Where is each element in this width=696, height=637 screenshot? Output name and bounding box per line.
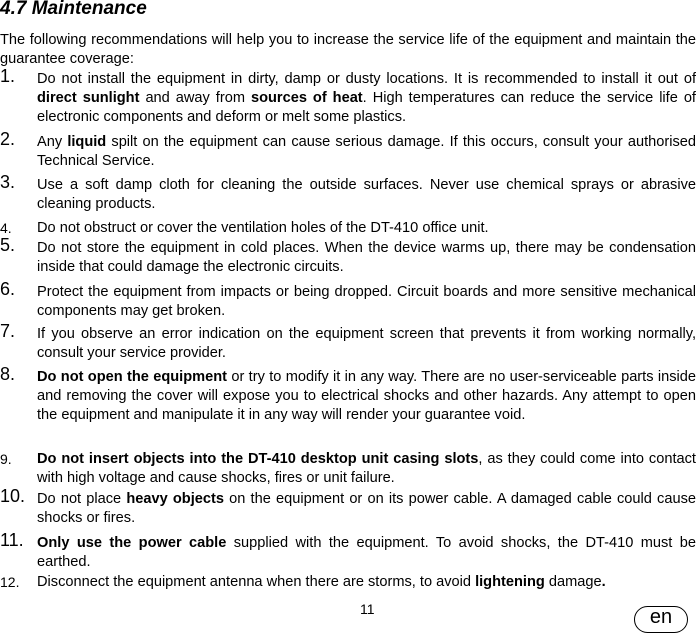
body-text: . High temperatures can reduce the service life of electronic components and deform or melt some plastics.	[37, 90, 696, 125]
body-text: on the equipment or on its power cable. A damaged cable could cause shocks or fires.	[37, 491, 696, 526]
body-text: Use a soft damp cloth for cleaning the outside surfaces. Never use chemical sprays or abrasive cleaning products.	[37, 177, 696, 212]
emphasis-text: .	[601, 574, 606, 590]
list-item-number: 5.	[0, 235, 16, 255]
emphasis-text: Do not open the equipment	[37, 369, 228, 385]
list-item-text	[37, 239, 696, 277]
body-text: Do not obstruct or cover the ventilation holes of the DT-410 office unit.	[37, 220, 489, 236]
emphasis-text: direct sunlight	[37, 90, 140, 106]
list-item-text	[37, 219, 696, 238]
body-text: If you observe an error indication on the equipment screen that prevents it from working normally, consult your service provider.	[37, 326, 696, 361]
emphasis-text: Only use the power cable	[37, 535, 227, 551]
emphasis-text: heavy objects	[126, 491, 224, 507]
list-item	[0, 219, 696, 238]
list-item-text	[37, 573, 696, 592]
emphasis-text: liquid	[67, 134, 107, 150]
emphasis-text: lightening	[475, 574, 545, 590]
list-item	[0, 235, 696, 277]
body-text: or try to modify it in any way. There are no user-serviceable parts inside and removing the cover will expose you to electrical shocks and other hazards. Any attempt to open the equipment and manipulate it in any way will render your guarantee void.	[37, 369, 696, 423]
list-item	[0, 129, 696, 171]
list-item-number: 12.	[0, 574, 20, 590]
list-item	[0, 279, 696, 321]
list-item-text	[37, 70, 696, 127]
list-item	[0, 364, 696, 425]
list-item-number: 3.	[0, 172, 16, 192]
page-number: 11	[360, 601, 375, 617]
list-item-text	[37, 534, 696, 572]
list-item	[0, 321, 696, 363]
list-item	[0, 450, 696, 488]
list-item-text	[37, 283, 696, 321]
body-text: Protect the equipment from impacts or being dropped. Circuit boards and more sensitive mechanical components may get broken.	[37, 284, 696, 319]
body-text: damage	[544, 574, 602, 590]
list-item-text	[37, 490, 696, 528]
list-item-text	[37, 368, 696, 425]
list-item	[0, 172, 696, 214]
body-text: , as they could come into contact with high voltage and cause shocks, fires or unit failure.	[37, 451, 696, 486]
emphasis-text: Do not insert objects into the DT-410 desktop unit casing slots	[37, 451, 479, 467]
list-item	[0, 573, 696, 592]
list-item-number: 4.	[0, 220, 12, 236]
section-heading: 4.7 Maintenance	[0, 0, 147, 19]
list-item-text	[37, 450, 696, 488]
body-text: Do not store the equipment in cold places. When the device warms up, there may be condensation inside that could damage the electronic circuits.	[37, 240, 696, 275]
body-text: Do not place	[37, 491, 127, 507]
language-badge: en	[634, 606, 688, 633]
list-item-number: 2.	[0, 129, 16, 149]
body-text: Any	[37, 134, 68, 150]
intro-paragraph: The following recommendations will help you to increase the service life of the equipment and maintain the guarantee coverage:	[0, 32, 696, 67]
list-item-number: 7.	[0, 321, 16, 341]
list-item-text	[37, 325, 696, 363]
body-text: spilt on the equipment can cause serious damage. If this occurs, consult your authorised Technical Service.	[37, 134, 696, 169]
list-item	[0, 530, 696, 572]
list-item-number: 8.	[0, 364, 16, 384]
body-text: supplied with the equipment. To avoid shocks, the DT-410 must be earthed.	[37, 535, 696, 570]
list-item-number: 10.	[0, 486, 26, 506]
list-item-text	[37, 133, 696, 171]
list-item-number: 11.	[0, 530, 24, 550]
list-item-text	[37, 176, 696, 214]
emphasis-text: sources of heat	[250, 90, 363, 106]
list-item	[0, 66, 696, 127]
body-text: and away from	[139, 90, 251, 106]
list-item-number: 1.	[0, 66, 16, 86]
list-item	[0, 486, 696, 528]
body-text: Do not install the equipment in dirty, damp or dusty locations. It is recommended to install it out of	[37, 71, 696, 87]
body-text: Disconnect the equipment antenna when there are storms, to avoid	[37, 574, 476, 590]
list-item-number: 6.	[0, 279, 16, 299]
list-item-number: 9.	[0, 451, 12, 467]
